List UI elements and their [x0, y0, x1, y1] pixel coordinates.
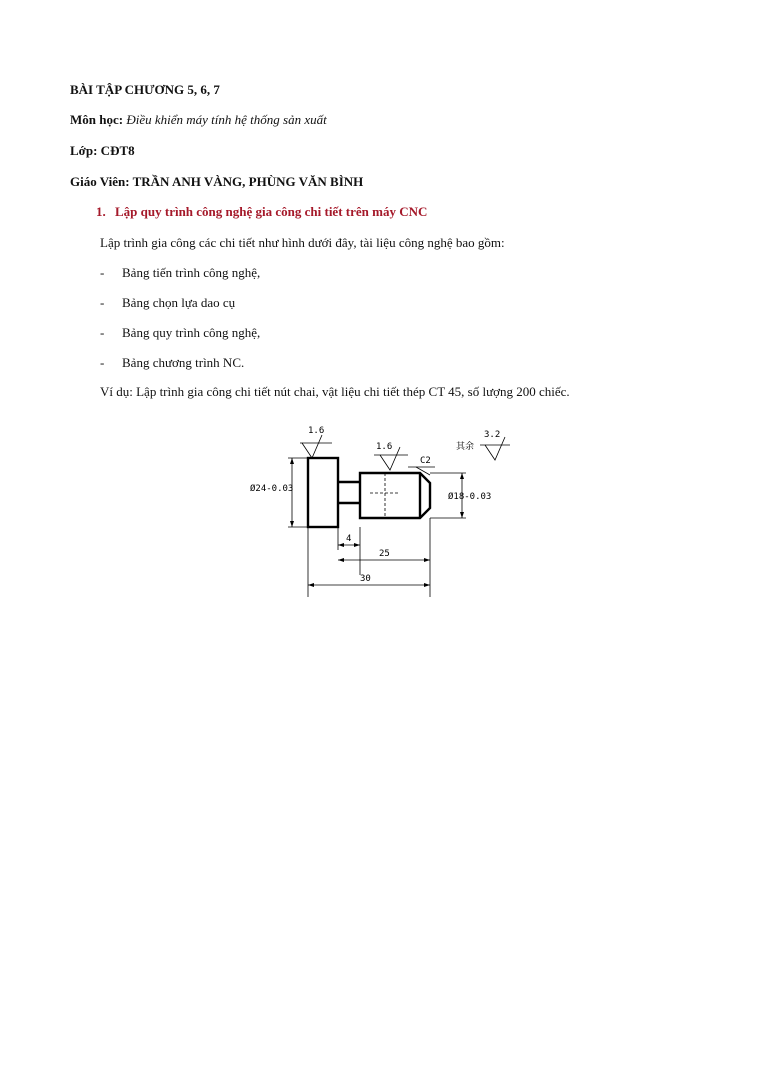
section-number: 1. [96, 204, 106, 219]
bullet-text: Bảng chương trình NC. [122, 355, 245, 370]
bullet-dash: - [100, 325, 105, 340]
bullet-text: Bảng tiến trình công nghệ, [122, 265, 261, 280]
section-title: Lập quy trình công nghệ gia công chi tiết trên máy CNC [115, 204, 428, 219]
section-heading [96, 204, 427, 220]
roughness-left-label: 1.6 [308, 426, 325, 436]
dim-25-label: 25 [379, 549, 390, 559]
bullet-text: Bảng quy trình công nghệ, [122, 325, 261, 340]
technical-drawing [240, 415, 510, 600]
subject-line [70, 112, 327, 128]
bullet-dash: - [100, 265, 105, 280]
other-surfaces-label: 其余 [456, 442, 475, 452]
bullet-dash: - [100, 355, 105, 370]
roughness-mid-label: 1.6 [376, 442, 393, 452]
intro-text: Lập trình gia công các chi tiết như hình dưới đây, tài liệu công nghệ bao gồm: [100, 235, 505, 250]
bullet-text: Bảng chọn lựa dao cụ [122, 295, 236, 310]
chamfer-label: C2 [420, 456, 431, 466]
dim-30-label: 30 [360, 574, 371, 584]
roughness-right-label: 3.2 [484, 430, 501, 440]
dia-right-label: Ø18-0.03 [448, 492, 492, 502]
subject-label: Môn học: [70, 112, 124, 127]
teacher-line: Giáo Viên: TRẦN ANH VÀNG, PHÙNG VĂN BÌNH [70, 174, 364, 189]
bullet-dash: - [100, 295, 105, 310]
dim-4-label: 4 [346, 534, 352, 544]
doc-title: BÀI TẬP CHƯƠNG 5, 6, 7 [70, 82, 220, 97]
class-line: Lớp: CĐT8 [70, 143, 135, 158]
subject-value: Điều khiển máy tính hệ thống sản xuất [126, 112, 327, 127]
example-text: Ví dụ: Lập trình gia công chi tiết nút chai, vật liệu chi tiết thép CT 45, số lượng 200 chiếc. [100, 384, 570, 399]
dia-left-label: Ø24-0.03 [250, 484, 294, 494]
